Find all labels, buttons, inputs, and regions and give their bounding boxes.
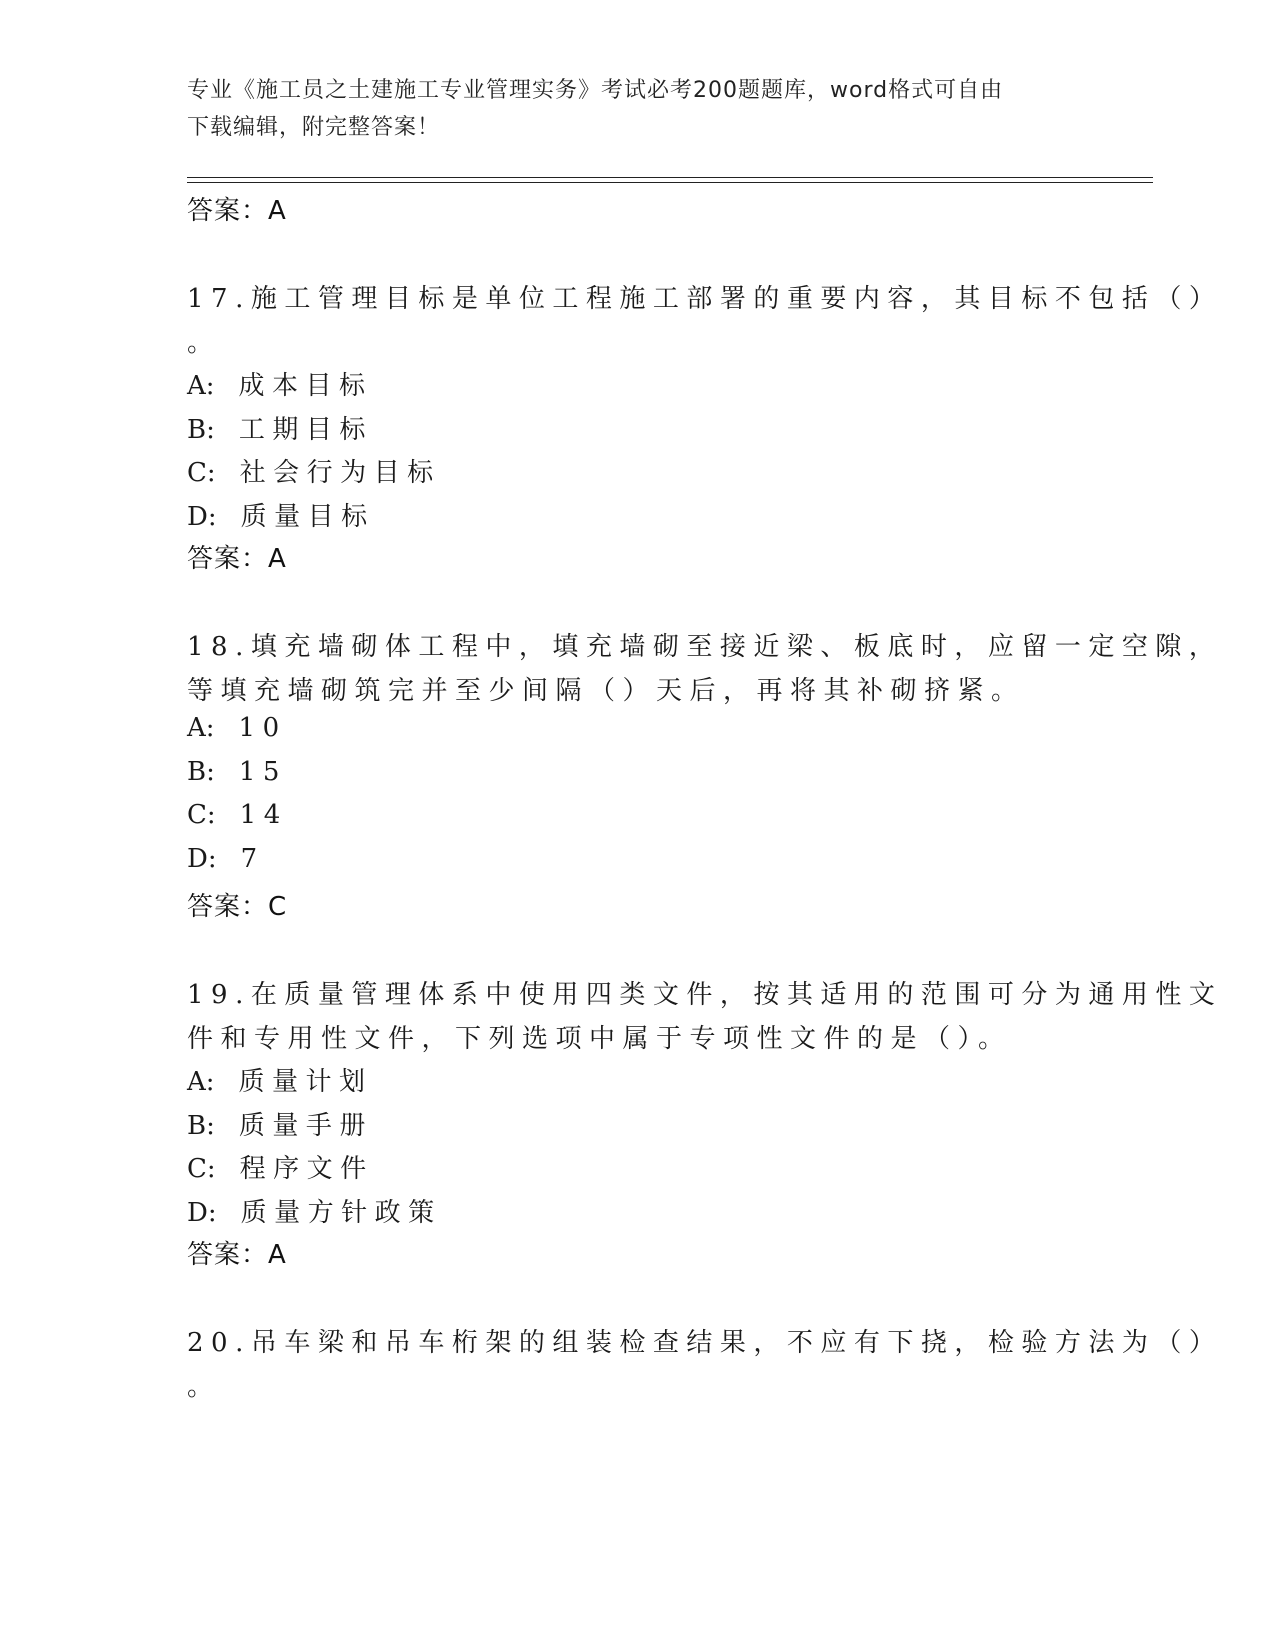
question-18-answer: 答案：C — [187, 892, 288, 922]
question-19-line-1: 19.在质量管理体系中使用四类文件，按其适用的范围可分为通用性文 — [187, 980, 1223, 1010]
option-letter: B: — [187, 415, 215, 445]
question-18-option-a — [187, 713, 287, 743]
option-letter: D: — [187, 844, 217, 874]
question-20-line-2: 。 — [187, 1372, 221, 1402]
option-text: 15 — [238, 757, 287, 787]
question-19-option-d — [187, 1192, 442, 1229]
option-letter: A: — [187, 713, 215, 743]
question-17-option-b — [187, 409, 373, 446]
option-text: 14 — [239, 800, 288, 830]
option-letter: B: — [187, 1111, 215, 1141]
question-19-line-2: 件和专用性文件，下列选项中属于专项性文件的是（）。 — [187, 1024, 1012, 1054]
option-letter: C: — [187, 800, 216, 830]
header-line-1: 专业《施工员之土建施工专业管理实务》考试必考200题题库，word格式可自由 — [187, 78, 1004, 103]
header-rule-bottom — [187, 182, 1153, 183]
option-text: 质量手册 — [238, 1111, 373, 1141]
question-19-answer: 答案：A — [187, 1240, 287, 1270]
document-header — [187, 72, 1067, 146]
option-letter: A: — [187, 1067, 215, 1097]
option-text: 7 — [240, 844, 265, 874]
question-19-option-b — [187, 1105, 373, 1142]
question-18-option-c — [187, 800, 288, 830]
question-18-option-b — [187, 757, 287, 787]
question-18-option-d — [187, 844, 265, 874]
option-text: 质量目标 — [240, 502, 375, 532]
question-17-option-c — [187, 452, 441, 489]
answer-line: 答案：A — [187, 196, 287, 226]
option-text: 质量方针政策 — [240, 1198, 442, 1228]
question-19-option-a — [187, 1061, 373, 1098]
option-text: 程序文件 — [239, 1154, 374, 1184]
option-text: 10 — [238, 713, 287, 743]
question-17-line-1: 17.施工管理目标是单位工程施工部署的重要内容，其目标不包括（） — [187, 284, 1223, 314]
header-rule-top — [187, 177, 1153, 178]
option-letter: D: — [187, 502, 217, 532]
question-17-line-2: 。 — [187, 328, 221, 358]
header-line-2: 下载编辑，附完整答案！ — [187, 115, 441, 140]
option-letter: D: — [187, 1198, 217, 1228]
question-19-option-c — [187, 1148, 374, 1185]
option-letter: C: — [187, 458, 216, 488]
question-20-line-1: 20.吊车梁和吊车桁架的组装检查结果，不应有下挠，检验方法为（） — [187, 1328, 1223, 1358]
option-letter: A: — [187, 371, 215, 401]
option-text: 工期目标 — [238, 415, 373, 445]
option-letter: C: — [187, 1154, 216, 1184]
option-text: 质量计划 — [238, 1067, 373, 1097]
question-17-option-d — [187, 496, 375, 533]
question-18-line-2: 等填充墙砌筑完并至少间隔（）天后，再将其补砌挤紧。 — [187, 676, 1025, 706]
option-text: 成本目标 — [238, 371, 373, 401]
option-letter: B: — [187, 757, 215, 787]
question-17-option-a — [187, 365, 373, 402]
question-18-line-1: 18.填充墙砌体工程中，填充墙砌至接近梁、板底时，应留一定空隙， — [187, 632, 1223, 662]
option-text: 社会行为目标 — [239, 458, 441, 488]
question-17-answer: 答案：A — [187, 544, 287, 574]
